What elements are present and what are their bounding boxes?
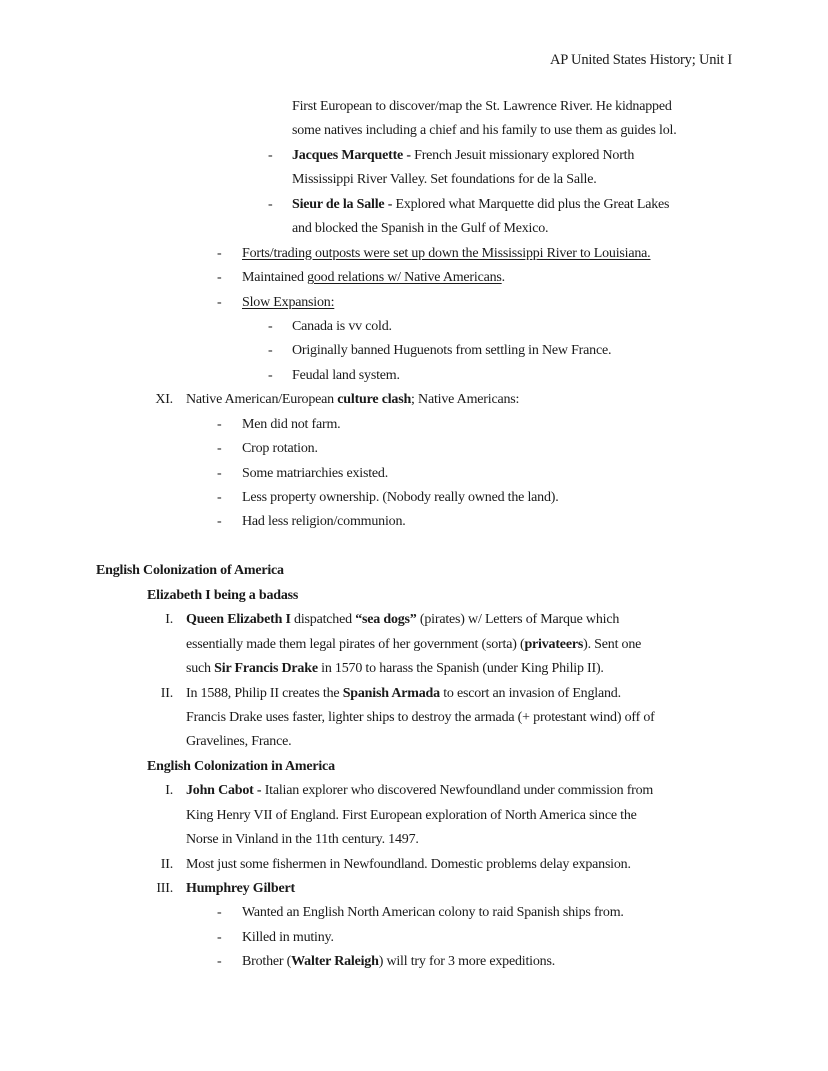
line-text: Elizabeth I being a badass [147,587,299,603]
line-text: Mississippi River Valley. Set foundations for de la Salle. [292,172,597,188]
list-item-continuation [96,119,796,143]
list-item-continuation [96,217,796,241]
line-text: Most just some fishermen in Newfoundland. Domestic problems delay expansion. [186,856,631,872]
line-text: and blocked the Spanish in the Gulf of Mexico. [292,221,549,237]
bullet-list-item [96,510,796,534]
line-text: King Henry VII of England. First European exploration of North America since the [186,807,637,823]
numbered-list-item [96,877,796,901]
bullet-dash-marker: - [268,147,273,163]
bullet-list-item [96,315,796,339]
page-header: AP United States History; Unit I [550,52,732,68]
line-text: Sieur de la Salle - Explored what Marquette did plus the Great Lakes [292,196,670,212]
bullet-list-item [96,462,796,486]
sub-section-heading [96,584,796,608]
bullet-list-item [96,364,796,388]
line-text: Gravelines, France. [186,734,292,750]
sub-section-heading [96,755,796,779]
line-text: English Colonization in America [147,758,335,774]
bullet-dash-marker: - [268,343,273,359]
bullet-list-item [96,242,796,266]
bullet-list-item [96,437,796,461]
line-text: Norse in Vinland in the 11th century. 1497. [186,832,419,848]
line-text: Killed in mutiny. [242,929,334,945]
list-item-continuation [96,168,796,192]
bullet-dash-marker: - [268,196,273,212]
line-text: Originally banned Huguenots from settling in New France. [292,343,612,359]
list-number-marker: II. [160,856,173,872]
list-item-continuation [96,657,796,681]
line-text: Feudal land system. [292,367,400,383]
bullet-list-item [96,291,796,315]
line-text: Brother (Walter Raleigh) will try for 3 more expeditions. [242,954,556,970]
list-number-marker: I. [165,612,173,628]
line-text: Jacques Marquette - French Jesuit missionary explored North [292,147,635,163]
line-text: some natives including a chief and his family to use them as guides lol. [292,123,677,139]
bullet-list-item [96,144,796,168]
line-text: Native American/European culture clash; Native Americans: [186,392,520,408]
bullet-dash-marker: - [217,441,222,457]
bullet-list-item [96,486,796,510]
bullet-list-item [96,339,796,363]
list-item-continuation [96,828,796,852]
line-text: essentially made them legal pirates of her government (sorta) (privateers). Sent one [186,636,642,652]
bullet-dash-marker: - [217,929,222,945]
list-item-continuation [96,730,796,754]
line-text: English Colonization of America [96,563,284,579]
bullet-list-item [96,926,796,950]
line-text: Forts/trading outposts were set up down the Mississippi River to Louisiana. [242,245,651,261]
bullet-list-item [96,950,796,974]
bullet-dash-marker: - [268,318,273,334]
line-text: Francis Drake uses faster, lighter ships to destroy the armada (+ protestant wind) off of [186,709,655,725]
numbered-list-item [96,388,796,412]
blank-line [96,535,796,559]
line-text: Had less religion/communion. [242,514,406,530]
line-text: Wanted an English North American colony to raid Spanish ships from. [242,905,624,921]
list-number-marker: I. [165,783,173,799]
line-text: Less property ownership. (Nobody really owned the land). [242,490,559,505]
line-text: Humphrey Gilbert [186,881,295,896]
bullet-list-item [96,266,796,290]
document-body [96,95,796,975]
list-number-marker: III. [156,881,173,896]
line-text: Some matriarchies existed. [242,465,389,481]
numbered-list-item [96,608,796,632]
line-text: Slow Expansion: [242,294,335,310]
line-text: Canada is vv cold. [292,318,392,334]
numbered-list-item [96,682,796,706]
bullet-dash-marker: - [217,954,222,970]
list-number-marker: XI. [155,392,173,408]
line-text: Maintained good relations w/ Native Americans. [242,270,505,286]
list-number-marker: II. [160,685,173,701]
bullet-dash-marker: - [217,270,222,286]
numbered-list-item [96,853,796,877]
list-item-continuation [96,95,796,119]
line-text: such Sir Francis Drake in 1570 to harass the Spanish (under King Philip II). [186,661,604,677]
list-item-continuation [96,706,796,730]
list-item-continuation [96,804,796,828]
bullet-dash-marker: - [268,367,273,383]
list-item-continuation [96,633,796,657]
numbered-list-item [96,779,796,803]
section-heading [96,559,796,583]
bullet-dash-marker: - [217,465,222,481]
line-text: In 1588, Philip II creates the Spanish Armada to escort an invasion of England. [186,685,621,701]
bullet-dash-marker: - [217,245,222,261]
bullet-list-item [96,193,796,217]
line-text: John Cabot - Italian explorer who discovered Newfoundland under commission from [186,783,654,799]
bullet-dash-marker: - [217,905,222,921]
bullet-list-item [96,901,796,925]
bullet-dash-marker: - [217,490,222,505]
line-text: First European to discover/map the St. Lawrence River. He kidnapped [292,99,672,114]
bullet-dash-marker: - [217,416,222,432]
line-text: Men did not farm. [242,416,341,432]
bullet-dash-marker: - [217,294,222,310]
line-text: Queen Elizabeth I dispatched “sea dogs” (pirates) w/ Letters of Marque which [186,612,620,628]
line-text: Crop rotation. [242,441,318,457]
bullet-dash-marker: - [217,514,222,530]
bullet-list-item [96,413,796,437]
